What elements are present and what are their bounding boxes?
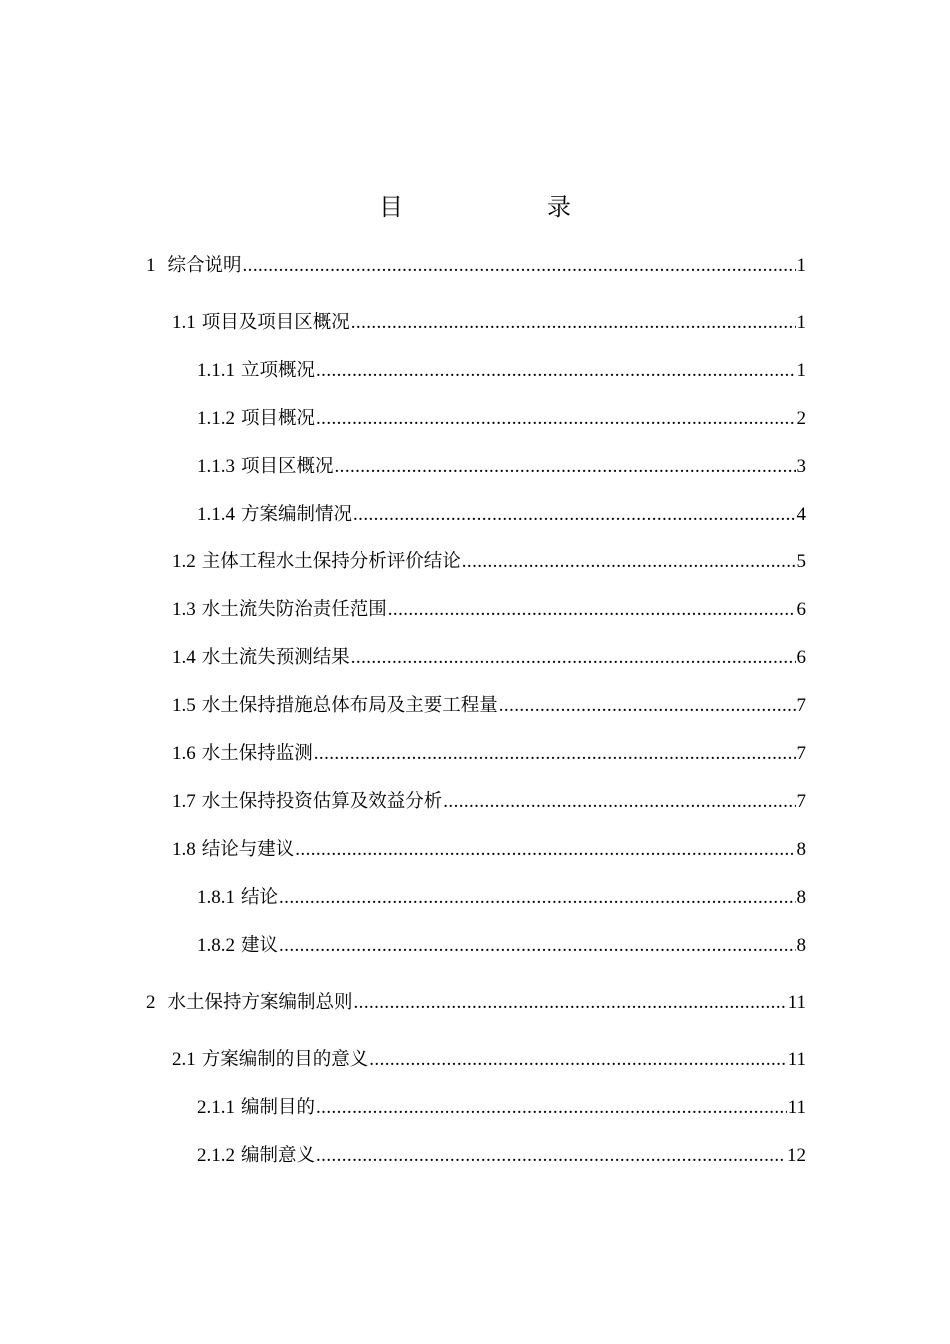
toc-leader-dots <box>462 548 796 576</box>
toc-entry-number: 1 <box>146 255 156 276</box>
toc-entry-page: 1 <box>796 360 806 381</box>
toc-entry-title: 水土保持监测 <box>201 743 313 764</box>
toc-entry-page: 6 <box>796 599 806 620</box>
toc-entry-page: 7 <box>796 695 806 716</box>
toc-leader-dots <box>335 453 796 481</box>
toc-leader-dots <box>354 989 787 1017</box>
toc-entry-title: 项目区概况 <box>241 456 334 477</box>
toc-entry[interactable] <box>172 692 806 720</box>
toc-entry[interactable] <box>172 548 806 576</box>
toc-entry-number: 1.1 <box>172 312 196 333</box>
toc-entry-number: 1.1.4 <box>197 504 235 525</box>
toc-leader-dots <box>388 596 796 624</box>
toc-entry[interactable] <box>172 836 806 864</box>
toc-entry[interactable] <box>197 357 806 385</box>
toc-leader-dots <box>351 309 796 337</box>
toc-leader-dots <box>351 644 796 672</box>
toc-leader-dots <box>316 357 795 385</box>
toc-entry[interactable] <box>197 453 806 481</box>
toc-entry-number: 1.8.1 <box>197 887 235 908</box>
page-title: 目 录 <box>379 193 631 221</box>
toc-entry-number: 1.1.1 <box>197 360 235 381</box>
toc-entry-page: 2 <box>796 408 806 429</box>
toc-entry-page: 12 <box>787 1145 806 1166</box>
toc-entry-number: 2 <box>146 992 156 1013</box>
toc-entry[interactable] <box>197 1094 806 1122</box>
toc-entry[interactable] <box>197 501 806 529</box>
toc-leader-dots <box>369 1046 786 1074</box>
toc-entry-page: 6 <box>796 647 806 668</box>
toc-leader-dots <box>316 405 795 433</box>
toc-leader-dots <box>314 740 796 768</box>
toc-entry-number: 1.1.3 <box>197 456 235 477</box>
toc-leader-dots <box>316 1142 786 1170</box>
toc-entry[interactable] <box>172 788 806 816</box>
toc-leader-dots <box>279 932 795 960</box>
toc-entry-number: 1.8.2 <box>197 935 235 956</box>
toc-entry-page: 4 <box>796 504 806 525</box>
toc-entry-title: 结论与建议 <box>201 839 295 860</box>
toc-entry-page: 5 <box>796 551 806 572</box>
toc-entry-page: 1 <box>796 312 806 333</box>
toc-entry[interactable] <box>172 1046 806 1074</box>
toc-entry-title: 水土保持方案编制总则 <box>167 992 353 1013</box>
toc-entry-title: 结论 <box>241 887 279 908</box>
toc-entry-title: 水土保持措施总体布局及主要工程量 <box>201 695 498 716</box>
toc-entry-title: 水土保持投资估算及效益分析 <box>201 791 443 812</box>
toc-entry-title: 立项概况 <box>241 360 316 381</box>
toc-entry-title: 编制目的 <box>241 1097 316 1118</box>
toc-leader-dots <box>499 692 796 720</box>
toc-entry-page: 3 <box>796 456 806 477</box>
toc-entry[interactable] <box>172 596 806 624</box>
toc-entry[interactable] <box>172 644 806 672</box>
toc-entry[interactable] <box>197 405 806 433</box>
toc-entry[interactable] <box>197 884 806 912</box>
toc-entry-page: 7 <box>796 791 806 812</box>
toc-entry-title: 水土流失预测结果 <box>201 647 350 668</box>
toc-entry-number: 2.1.2 <box>197 1145 235 1166</box>
toc-entry-number: 1.6 <box>172 743 196 764</box>
toc-entry[interactable] <box>197 1142 806 1170</box>
toc-entry-number: 1.4 <box>172 647 196 668</box>
toc-entry-title: 方案编制的目的意义 <box>201 1049 369 1070</box>
toc-entry-page: 11 <box>787 992 806 1013</box>
toc-entry-title: 编制意义 <box>241 1145 316 1166</box>
toc-entry-title: 水土流失防治责任范围 <box>201 599 387 620</box>
toc-entry-title: 项目概况 <box>241 408 316 429</box>
toc-entry-page: 8 <box>796 887 806 908</box>
toc-entry-number: 2.1.1 <box>197 1097 235 1118</box>
toc-entry-number: 2.1 <box>172 1049 196 1070</box>
toc-entry-number: 1.5 <box>172 695 196 716</box>
toc-leader-dots <box>279 884 795 912</box>
toc-entry-title: 建议 <box>241 935 279 956</box>
toc-leader-dots <box>295 836 795 864</box>
toc-entry-title: 主体工程水土保持分析评价结论 <box>201 551 461 572</box>
toc-leader-dots <box>316 1094 787 1122</box>
toc-entry-number: 1.7 <box>172 791 196 812</box>
toc-leader-dots <box>353 501 795 529</box>
toc-entry-page: 11 <box>787 1049 806 1070</box>
toc-entry-number: 1.1.2 <box>197 408 235 429</box>
toc-entry[interactable] <box>146 252 806 280</box>
toc-entry-number: 1.2 <box>172 551 196 572</box>
toc-entry-title: 项目及项目区概况 <box>201 312 350 333</box>
toc-entry[interactable] <box>197 932 806 960</box>
toc-entry-page: 7 <box>796 743 806 764</box>
toc-entry[interactable] <box>172 740 806 768</box>
toc-entry-number: 1.8 <box>172 839 196 860</box>
toc-entry-page: 8 <box>796 839 806 860</box>
toc-entry-title: 综合说明 <box>167 255 242 276</box>
toc-leader-dots <box>443 788 795 816</box>
toc-entry[interactable] <box>172 309 806 337</box>
toc-entry[interactable] <box>146 989 806 1017</box>
toc-entry-page: 11 <box>787 1097 806 1118</box>
toc-entry-page: 8 <box>796 935 806 956</box>
toc-entry-number: 1.3 <box>172 599 196 620</box>
toc-entry-page: 1 <box>796 255 806 276</box>
toc-entry-title: 方案编制情况 <box>241 504 353 525</box>
toc-leader-dots <box>243 252 796 280</box>
